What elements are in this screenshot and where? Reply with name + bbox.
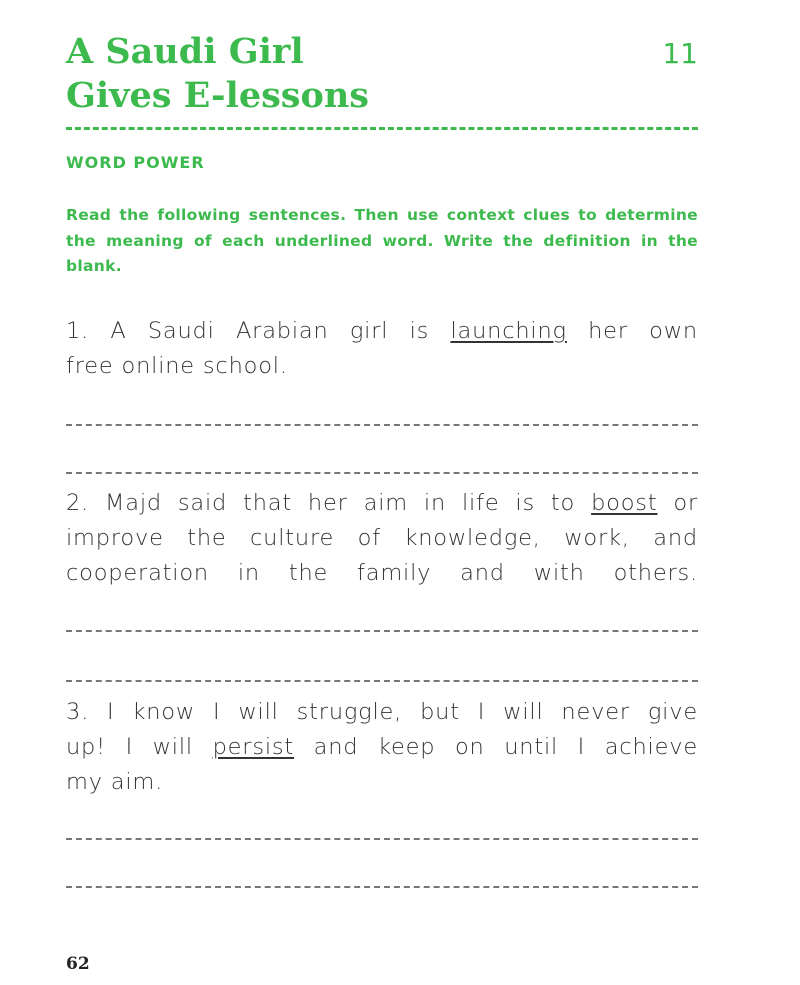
question-1-line-2: free online school. <box>66 353 288 379</box>
question-3-text-after: and keep on until I achieve <box>294 734 698 760</box>
question-3-text-before: up! I will <box>66 734 213 760</box>
question-1-underlined-word: launching <box>450 318 567 344</box>
question-1-line-1 <box>66 314 698 349</box>
question-1-text-before: 1. A Saudi Arabian girl is <box>66 318 451 344</box>
chapter-number: 11 <box>662 37 698 70</box>
answer-line-3a[interactable] <box>66 838 698 840</box>
question-2-text-before: 2. Majd said that her aim in life is to <box>66 490 592 516</box>
question-2-underlined-word: boost <box>591 490 658 516</box>
question-3-line-1: 3. I know I will struggle, but I will never give <box>66 699 698 725</box>
question-2-text-after: or <box>657 490 699 516</box>
section-heading: WORD POWER <box>66 153 205 172</box>
answer-line-3b[interactable] <box>66 886 698 888</box>
question-3-line-2 <box>66 730 698 765</box>
lesson-title-line-2: Gives E-lessons <box>66 75 370 116</box>
title-divider <box>66 127 698 130</box>
question-2-line-2: improve the culture of knowledge, work, and <box>66 525 698 551</box>
question-3 <box>66 695 698 800</box>
lesson-title <box>66 30 369 118</box>
question-3-line-3: my aim. <box>66 769 164 795</box>
answer-line-1b[interactable] <box>66 472 698 474</box>
page-number: 62 <box>66 954 90 974</box>
question-1 <box>66 314 698 384</box>
question-2 <box>66 486 698 591</box>
answer-line-1a[interactable] <box>66 424 698 426</box>
question-1-text-after: her own <box>566 318 698 344</box>
answer-line-2b[interactable] <box>66 680 698 682</box>
answer-line-2a[interactable] <box>66 630 698 632</box>
question-3-underlined-word: persist <box>212 734 295 760</box>
question-2-line-1 <box>66 486 698 521</box>
lesson-title-line-1: A Saudi Girl <box>66 31 304 72</box>
instructions-text: Read the following sentences. Then use context clues to determine the meaning of each underlined word. Write the definition in the blank. <box>66 206 698 275</box>
question-2-line-3: cooperation in the family and with others. <box>66 560 698 586</box>
